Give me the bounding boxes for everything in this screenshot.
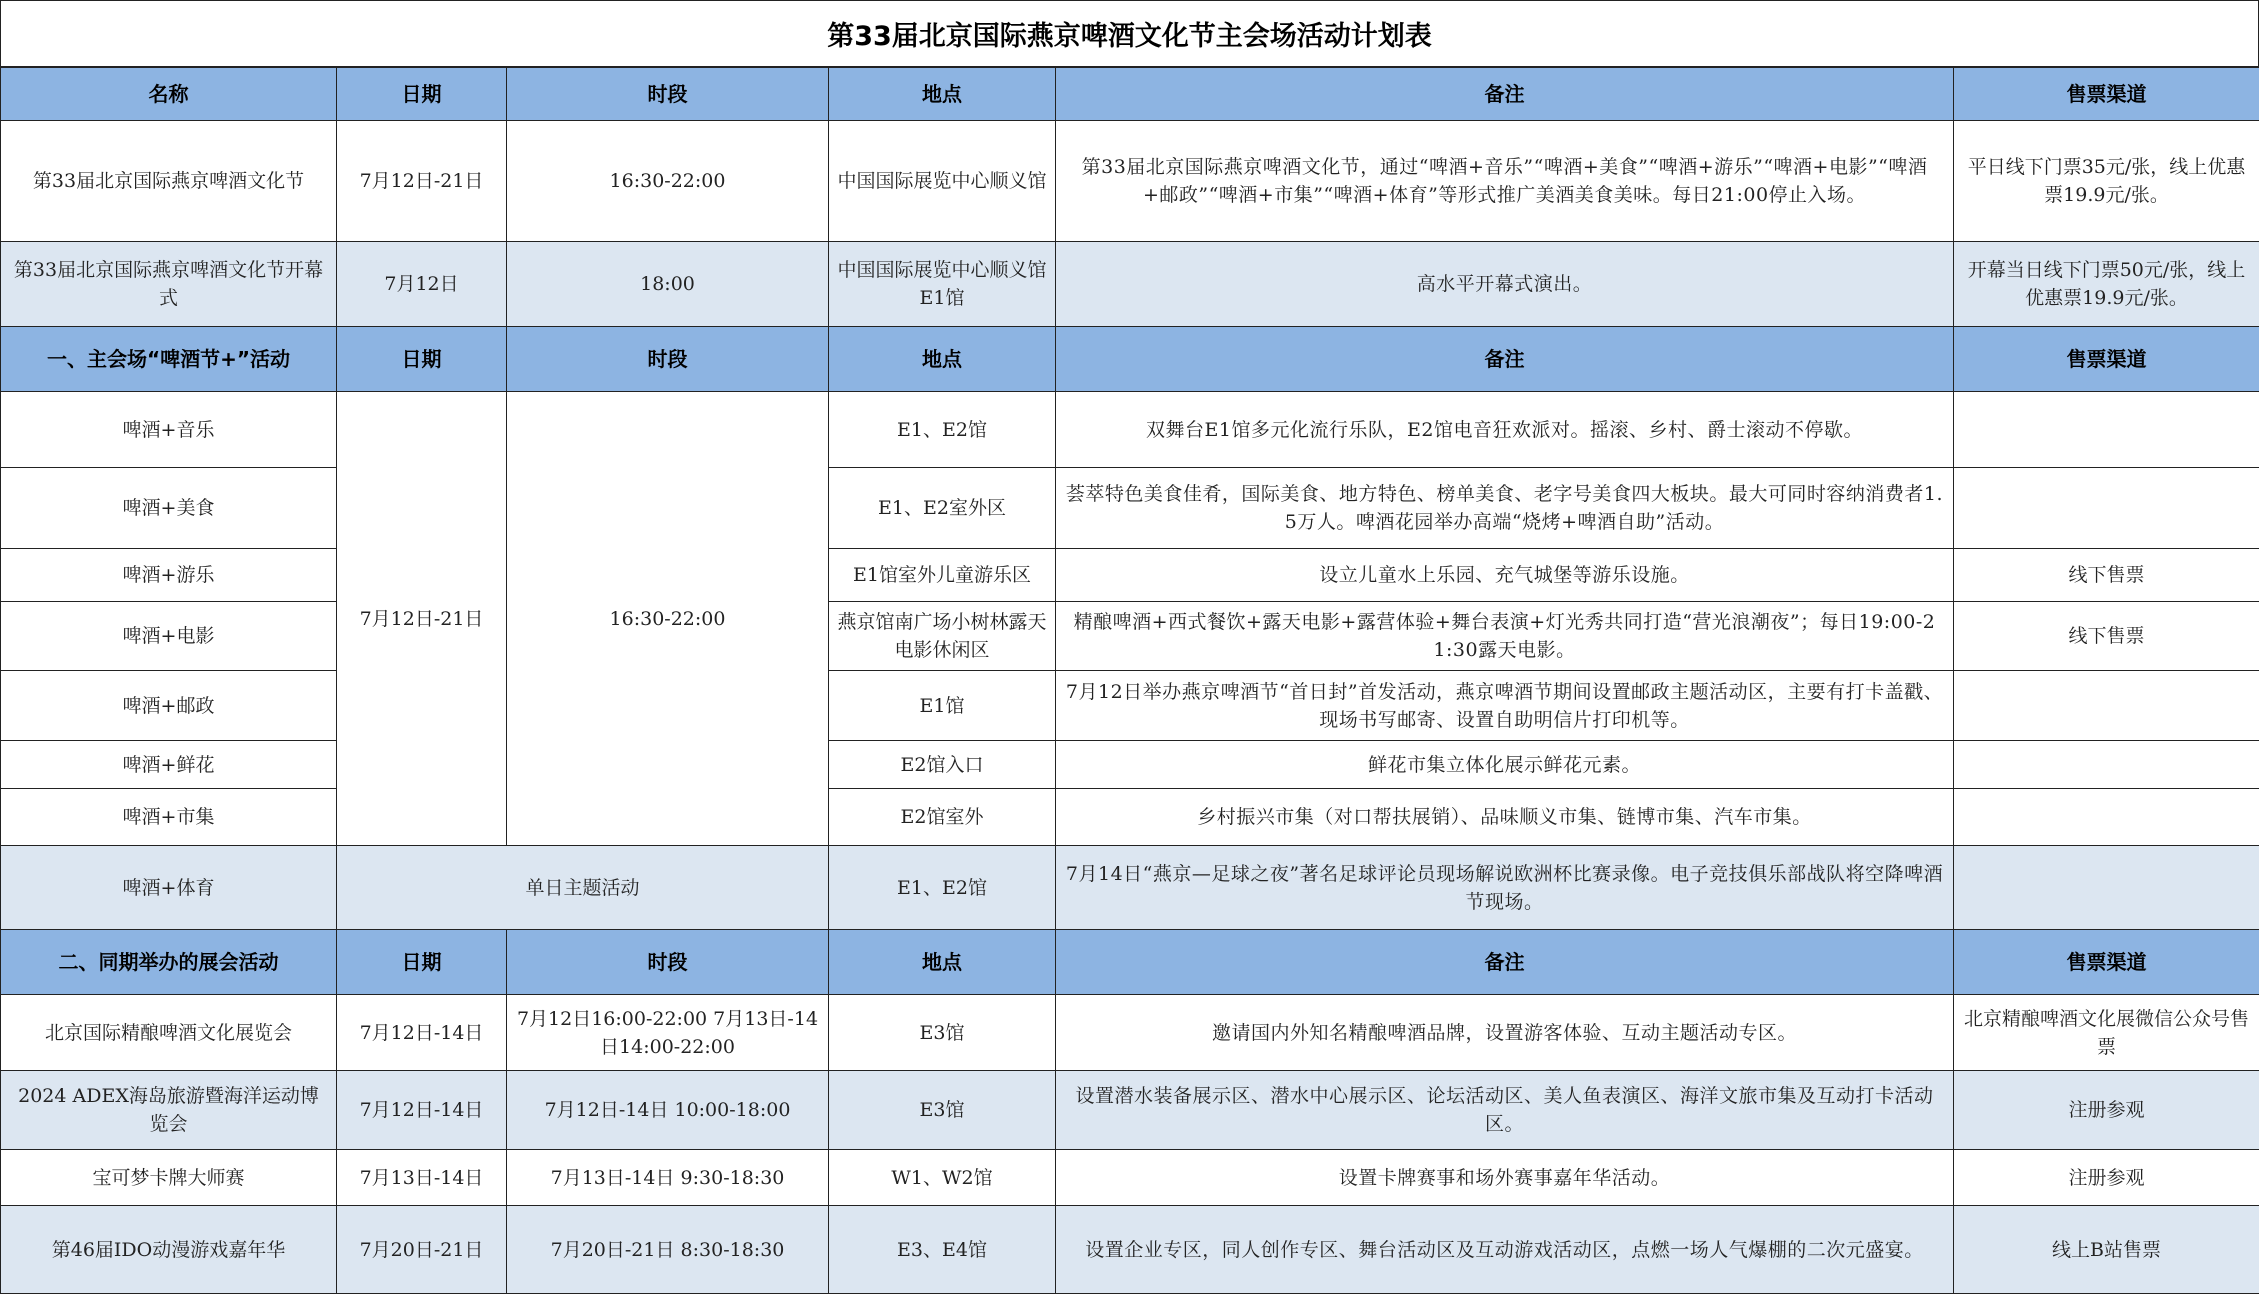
cell-name: 啤酒+美食 [1, 468, 337, 549]
header-date: 日期 [337, 68, 507, 121]
header-name: 名称 [1, 68, 337, 121]
cell-note: 设置企业专区，同人创作专区、舞台活动区及互动游戏活动区，点燃一场人气爆棚的二次元盛宴。 [1056, 1206, 1954, 1294]
cell-ticket [1954, 392, 2259, 468]
cell-time: 7月20日-21日 8:30-18:30 [507, 1206, 829, 1294]
cell-time: 7月13日-14日 9:30-18:30 [507, 1150, 829, 1206]
cell-note: 设立儿童水上乐园、充气城堡等游乐设施。 [1056, 549, 1954, 602]
cell-note: 荟萃特色美食佳肴，国际美食、地方特色、榜单美食、老字号美食四大板块。最大可同时容纳消费者1.5万人。啤酒花园举办高端“烧烤+啤酒自助”活动。 [1056, 468, 1954, 549]
cell-date: 7月13日-14日 [337, 1150, 507, 1206]
cell-place: E1馆 [829, 671, 1056, 741]
cell-name: 啤酒+音乐 [1, 392, 337, 468]
header-time: 时段 [507, 327, 829, 392]
cell-ticket [1954, 741, 2259, 789]
cell-name: 啤酒+鲜花 [1, 741, 337, 789]
cell-name: 第33届北京国际燕京啤酒文化节 [1, 121, 337, 242]
cell-note: 精酿啤酒+西式餐饮+露天电影+露营体验+舞台表演+灯光秀共同打造“营光浪潮夜”；每日19:00-21:30露天电影。 [1056, 602, 1954, 671]
cell-ticket: 北京精酿啤酒文化展微信公众号售票 [1954, 995, 2259, 1071]
table-row [1, 846, 2259, 930]
cell-ticket: 注册参观 [1954, 1071, 2259, 1150]
cell-ticket: 平日线下门票35元/张，线上优惠票19.9元/张。 [1954, 121, 2259, 242]
cell-place: E2馆室外 [829, 789, 1056, 846]
cell-ticket: 线下售票 [1954, 602, 2259, 671]
cell-ticket [1954, 468, 2259, 549]
cell-date: 7月12日-14日 [337, 995, 507, 1071]
cell-ticket: 线下售票 [1954, 549, 2259, 602]
header-place: 地点 [829, 930, 1056, 995]
cell-name: 啤酒+游乐 [1, 549, 337, 602]
table-row [1, 242, 2259, 327]
cell-place: E1、E2室外区 [829, 468, 1056, 549]
cell-note: 邀请国内外知名精酿啤酒品牌，设置游客体验、互动主题活动专区。 [1056, 995, 1954, 1071]
header-date: 日期 [337, 930, 507, 995]
cell-place: 中国国际展览中心顺义馆E1馆 [829, 242, 1056, 327]
cell-name: 2024 ADEX海岛旅游暨海洋运动博览会 [1, 1071, 337, 1150]
cell-place: 燕京馆南广场小树林露天电影休闲区 [829, 602, 1056, 671]
cell-place: E3、E4馆 [829, 1206, 1056, 1294]
shared-time-cell: 16:30-22:00 [507, 392, 829, 846]
cell-name: 啤酒+市集 [1, 789, 337, 846]
section1-header-row [1, 327, 2259, 392]
cell-ticket [1954, 789, 2259, 846]
cell-place: E1馆室外儿童游乐区 [829, 549, 1056, 602]
cell-name: 啤酒+电影 [1, 602, 337, 671]
page-title: 第33届北京国际燕京啤酒文化节主会场活动计划表 [0, 0, 2259, 67]
cell-note: 7月14日“燕京—足球之夜”著名足球评论员现场解说欧洲杯比赛录像。电子竞技俱乐部战队将空降啤酒节现场。 [1056, 846, 1954, 930]
cell-note: 高水平开幕式演出。 [1056, 242, 1954, 327]
cell-note: 双舞台E1馆多元化流行乐队，E2馆电音狂欢派对。摇滚、乡村、爵士滚动不停歇。 [1056, 392, 1954, 468]
header-place: 地点 [829, 68, 1056, 121]
cell-note: 7月12日举办燕京啤酒节“首日封”首发活动，燕京啤酒节期间设置邮政主题活动区，主要有打卡盖戳、现场书写邮寄、设置自助明信片打印机等。 [1056, 671, 1954, 741]
table-row [1, 995, 2259, 1071]
header-ticket: 售票渠道 [1954, 327, 2259, 392]
header-ticket: 售票渠道 [1954, 930, 2259, 995]
cell-name: 啤酒+邮政 [1, 671, 337, 741]
cell-place: 中国国际展览中心顺义馆 [829, 121, 1056, 242]
cell-name: 啤酒+体育 [1, 846, 337, 930]
cell-date: 7月12日-21日 [337, 121, 507, 242]
cell-note: 设置卡牌赛事和场外赛事嘉年华活动。 [1056, 1150, 1954, 1206]
table-row [1, 392, 2259, 468]
cell-place: E1、E2馆 [829, 392, 1056, 468]
cell-name: 宝可梦卡牌大师赛 [1, 1150, 337, 1206]
cell-place: E1、E2馆 [829, 846, 1056, 930]
section1-title: 一、主会场“啤酒节+”活动 [1, 327, 337, 392]
cell-name: 第46届IDO动漫游戏嘉年华 [1, 1206, 337, 1294]
activity-schedule-table [0, 67, 2259, 1294]
cell-place: E2馆入口 [829, 741, 1056, 789]
cell-name: 北京国际精酿啤酒文化展览会 [1, 995, 337, 1071]
cell-place: E3馆 [829, 995, 1056, 1071]
table-row [1, 121, 2259, 242]
table-row [1, 1150, 2259, 1206]
cell-note: 设置潜水装备展示区、潜水中心展示区、论坛活动区、美人鱼表演区、海洋文旅市集及互动打卡活动区。 [1056, 1071, 1954, 1150]
cell-name: 第33届北京国际燕京啤酒文化节开幕式 [1, 242, 337, 327]
cell-date-time: 单日主题活动 [337, 846, 829, 930]
cell-time: 7月12日16:00-22:00 7月13日-14日14:00-22:00 [507, 995, 829, 1071]
cell-ticket [1954, 846, 2259, 930]
cell-note: 鲜花市集立体化展示鲜花元素。 [1056, 741, 1954, 789]
header-date: 日期 [337, 327, 507, 392]
table-header-row [1, 68, 2259, 121]
cell-place: W1、W2馆 [829, 1150, 1056, 1206]
cell-time: 7月12日-14日 10:00-18:00 [507, 1071, 829, 1150]
header-time: 时段 [507, 68, 829, 121]
cell-place: E3馆 [829, 1071, 1056, 1150]
header-note: 备注 [1056, 68, 1954, 121]
cell-ticket [1954, 671, 2259, 741]
cell-ticket: 开幕当日线下门票50元/张，线上优惠票19.9元/张。 [1954, 242, 2259, 327]
cell-note: 第33届北京国际燕京啤酒文化节，通过“啤酒+音乐”“啤酒+美食”“啤酒+游乐”“啤酒+电影”“啤酒+邮政”“啤酒+市集”“啤酒+体育”等形式推广美酒美食美味。每日21:00停止入场。 [1056, 121, 1954, 242]
header-place: 地点 [829, 327, 1056, 392]
header-time: 时段 [507, 930, 829, 995]
cell-time: 18:00 [507, 242, 829, 327]
cell-date: 7月20日-21日 [337, 1206, 507, 1294]
header-ticket: 售票渠道 [1954, 68, 2259, 121]
section2-title: 二、同期举办的展会活动 [1, 930, 337, 995]
cell-note: 乡村振兴市集（对口帮扶展销）、品味顺义市集、链博市集、汽车市集。 [1056, 789, 1954, 846]
section2-header-row [1, 930, 2259, 995]
shared-date-cell: 7月12日-21日 [337, 392, 507, 846]
header-note: 备注 [1056, 930, 1954, 995]
header-note: 备注 [1056, 327, 1954, 392]
table-row [1, 1071, 2259, 1150]
cell-date: 7月12日 [337, 242, 507, 327]
cell-date: 7月12日-14日 [337, 1071, 507, 1150]
cell-ticket: 注册参观 [1954, 1150, 2259, 1206]
cell-time: 16:30-22:00 [507, 121, 829, 242]
cell-ticket: 线上B站售票 [1954, 1206, 2259, 1294]
table-row [1, 1206, 2259, 1294]
